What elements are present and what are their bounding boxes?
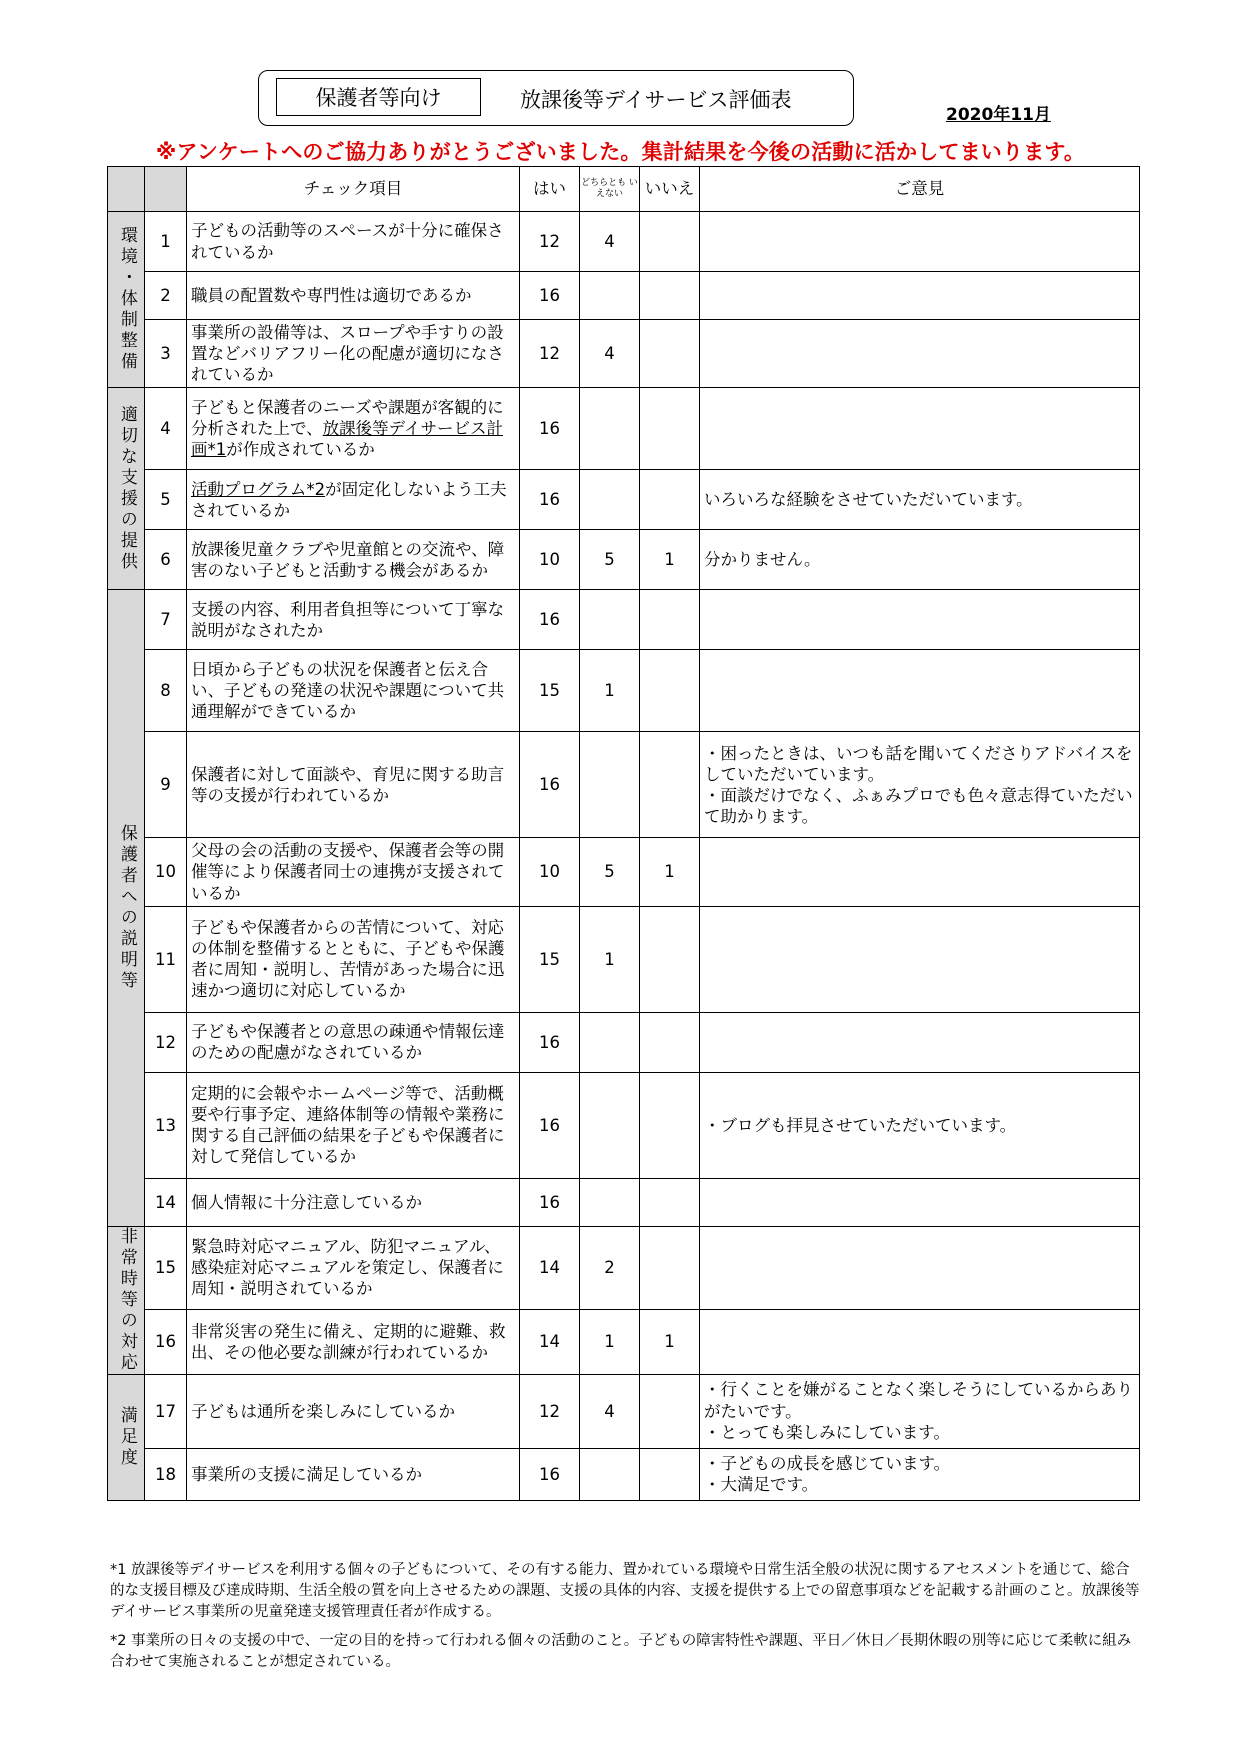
yes-count: 12 [520, 320, 580, 388]
table-row [108, 470, 1140, 530]
no-count: 1 [640, 838, 700, 906]
yes-count: 14 [520, 1226, 580, 1309]
yes-count: 12 [520, 1374, 580, 1448]
neutral-count: 5 [580, 530, 640, 590]
no-count [640, 1072, 700, 1178]
opinion [700, 590, 1140, 650]
table-row [108, 1309, 1140, 1374]
yes-count: 12 [520, 212, 580, 272]
row-number: 18 [145, 1448, 187, 1500]
check-item: 支援の内容、利用者負担等について丁寧な説明がなされたか [187, 590, 520, 650]
table-row [108, 1012, 1140, 1072]
col-opinion: ご意見 [700, 167, 1140, 212]
yes-count: 16 [520, 470, 580, 530]
opinion [700, 1226, 1140, 1309]
check-item: 放課後児童クラブや児童館との交流や、障害のない子どもと活動する機会があるか [187, 530, 520, 590]
table-row [108, 1072, 1140, 1178]
table-row [108, 1226, 1140, 1309]
yes-count: 16 [520, 1072, 580, 1178]
yes-count: 16 [520, 1448, 580, 1500]
opinion [700, 650, 1140, 732]
yes-count: 15 [520, 906, 580, 1012]
no-count [640, 1374, 700, 1448]
category-support: 適切な支援の提供 [108, 388, 145, 590]
row-number: 17 [145, 1374, 187, 1448]
check-item: 事業所の設備等は、スロープや手すりの設置などバリアフリー化の配慮が適切になされているか [187, 320, 520, 388]
no-count: 1 [640, 1309, 700, 1374]
no-count [640, 732, 700, 838]
opinion [700, 1012, 1140, 1072]
date-label: 2020年11月 [946, 105, 1051, 125]
no-count [640, 320, 700, 388]
no-count [640, 906, 700, 1012]
neutral-count: 2 [580, 1226, 640, 1309]
neutral-count [580, 388, 640, 470]
opinion: ・子どもの成長を感じています。 ・大満足です。 [700, 1448, 1140, 1500]
opinion [700, 212, 1140, 272]
table-row [108, 212, 1140, 272]
neutral-count: 4 [580, 212, 640, 272]
category-environment: 環境・体制整備 [108, 212, 145, 388]
no-count [640, 1226, 700, 1309]
evaluation-table [107, 166, 1140, 1501]
thanks-message: ※アンケートへのご協力ありがとうございました。集計結果を今後の活動に活かしてまいります。 [155, 140, 1086, 164]
table-row [108, 272, 1140, 320]
program-link-text: 活動プログラム*2 [191, 479, 326, 499]
table-row [108, 906, 1140, 1012]
check-item: 職員の配置数や専門性は適切であるか [187, 272, 520, 320]
category-explanation: 保護者への説明等 [108, 590, 145, 1226]
row-number: 3 [145, 320, 187, 388]
neutral-count [580, 272, 640, 320]
no-count [640, 1012, 700, 1072]
opinion: いろいろな経験をさせていただいています。 [700, 470, 1140, 530]
row-number: 15 [145, 1226, 187, 1309]
yes-count: 16 [520, 732, 580, 838]
no-count [640, 1178, 700, 1226]
neutral-count [580, 1072, 640, 1178]
col-yes: はい [520, 167, 580, 212]
row-number: 1 [145, 212, 187, 272]
table-row [108, 388, 1140, 470]
row-number: 9 [145, 732, 187, 838]
neutral-count: 1 [580, 906, 640, 1012]
yes-count: 16 [520, 1012, 580, 1072]
neutral-count [580, 1178, 640, 1226]
row-number: 12 [145, 1012, 187, 1072]
neutral-count [580, 1012, 640, 1072]
opinion [700, 388, 1140, 470]
neutral-count: 1 [580, 650, 640, 732]
row-number: 10 [145, 838, 187, 906]
neutral-count: 4 [580, 1374, 640, 1448]
opinion [700, 320, 1140, 388]
neutral-count [580, 732, 640, 838]
neutral-count [580, 590, 640, 650]
no-count [640, 272, 700, 320]
neutral-count [580, 1448, 640, 1500]
table-row [108, 320, 1140, 388]
col-neutral: どちらとも いえない [580, 167, 640, 212]
yes-count: 16 [520, 388, 580, 470]
opinion: ・困ったときは、いつも話を聞いてくださりアドバイスをしていただいています。 ・面談だけでなく、ふぁみプロでも色々意志得ていただいて助かります。 [700, 732, 1140, 838]
row-number: 2 [145, 272, 187, 320]
check-item: 緊急時対応マニュアル、防犯マニュアル、感染症対応マニュアルを策定し、保護者に周知・説明されているか [187, 1226, 520, 1309]
check-item: 父母の会の活動の支援や、保護者会等の開催等により保護者同士の連携が支援されているか [187, 838, 520, 906]
row-number: 8 [145, 650, 187, 732]
row-number: 13 [145, 1072, 187, 1178]
check-item: 定期的に会報やホームページ等で、活動概要や行事予定、連絡体制等の情報や業務に関する自己評価の結果を子どもや保護者に対して発信しているか [187, 1072, 520, 1178]
table-row [108, 1178, 1140, 1226]
yes-count: 16 [520, 1178, 580, 1226]
col-item: チェック項目 [187, 167, 520, 212]
opinion: 分かりません。 [700, 530, 1140, 590]
check-item: 子どもや保護者からの苦情について、対応の体制を整備するとともに、子どもや保護者に周知・説明し、苦情があった場合に迅速かつ適切に対応しているか [187, 906, 520, 1012]
table-row [108, 732, 1140, 838]
no-count [640, 470, 700, 530]
table-row [108, 1374, 1140, 1448]
table-row [108, 590, 1140, 650]
yes-count: 15 [520, 650, 580, 732]
footnote-1: *1 放課後等デイサービスを利用する個々の子どもについて、その有する能力、置かれている環境や日常生活全般の状況に関するアセスメントを通じて、総合的な支援目標及び達成時期、生活全般の質を向上させるための課題、支援の具体的内容、支援を提供する上での留意事項などを記載する計画のこと。放課後等デイサービス事業所の児童発達支援管理責任者が作成する。 [110, 1562, 1140, 1621]
no-count [640, 212, 700, 272]
check-item: 子どもは通所を楽しみにしているか [187, 1374, 520, 1448]
audience-label: 保護者等向け [276, 78, 481, 116]
yes-count: 10 [520, 838, 580, 906]
check-item: 非常災害の発生に備え、定期的に避難、救出、その他必要な訓練が行われているか [187, 1309, 520, 1374]
check-item: 個人情報に十分注意しているか [187, 1178, 520, 1226]
opinion [700, 1309, 1140, 1374]
check-item: 日頃から子どもの状況を保護者と伝え合い、子どもの発達の状況や課題について共通理解ができているか [187, 650, 520, 732]
row-number: 4 [145, 388, 187, 470]
table-row [108, 1448, 1140, 1500]
row-number: 16 [145, 1309, 187, 1374]
category-satisfaction: 満足度 [108, 1374, 145, 1500]
row-number: 7 [145, 590, 187, 650]
check-item: 保護者に対して面談や、育児に関する助言等の支援が行われているか [187, 732, 520, 838]
opinion [700, 1178, 1140, 1226]
no-count: 1 [640, 530, 700, 590]
check-item: 活動プログラム*2が固定化しないよう工夫されているか [187, 470, 520, 530]
page-title: 放課後等デイサービス評価表 [520, 88, 792, 112]
table-row [108, 838, 1140, 906]
plan-link-text: 放課後等デイサービス計画*1 [191, 419, 504, 460]
yes-count: 14 [520, 1309, 580, 1374]
neutral-count: 5 [580, 838, 640, 906]
check-item: 子どもや保護者との意思の疎通や情報伝達のための配慮がなされているか [187, 1012, 520, 1072]
no-count [640, 388, 700, 470]
header-row [108, 167, 1140, 212]
no-count [640, 590, 700, 650]
opinion: ・ブログも拝見させていただいています。 [700, 1072, 1140, 1178]
table-row [108, 650, 1140, 732]
check-item: 事業所の支援に満足しているか [187, 1448, 520, 1500]
opinion [700, 838, 1140, 906]
yes-count: 10 [520, 530, 580, 590]
row-number: 14 [145, 1178, 187, 1226]
opinion: ・行くことを嫌がることなく楽しそうにしているからありがたいです。 ・とっても楽しみにしています。 [700, 1374, 1140, 1448]
neutral-count [580, 470, 640, 530]
check-item: 子どもと保護者のニーズや課題が客観的に分析された上で、放課後等デイサービス計画*1が作成されているか [187, 388, 520, 470]
footnotes [110, 1560, 1140, 1681]
row-number: 11 [145, 906, 187, 1012]
category-emergency: 非常時等の対応 [108, 1226, 145, 1374]
no-count [640, 650, 700, 732]
opinion [700, 272, 1140, 320]
footnote-2: *2 事業所の日々の支援の中で、一定の目的を持って行われる個々の活動のこと。子どもの障害特性や課題、平日／休日／長期休暇の別等に応じて柔軟に組み合わせて実施されることが想定されている。 [110, 1633, 1132, 1671]
check-item: 子どもの活動等のスペースが十分に確保されているか [187, 212, 520, 272]
neutral-count: 4 [580, 320, 640, 388]
table-row [108, 530, 1140, 590]
no-count [640, 1448, 700, 1500]
col-no: いいえ [640, 167, 700, 212]
yes-count: 16 [520, 590, 580, 650]
row-number: 6 [145, 530, 187, 590]
row-number: 5 [145, 470, 187, 530]
yes-count: 16 [520, 272, 580, 320]
neutral-count: 1 [580, 1309, 640, 1374]
opinion [700, 906, 1140, 1012]
